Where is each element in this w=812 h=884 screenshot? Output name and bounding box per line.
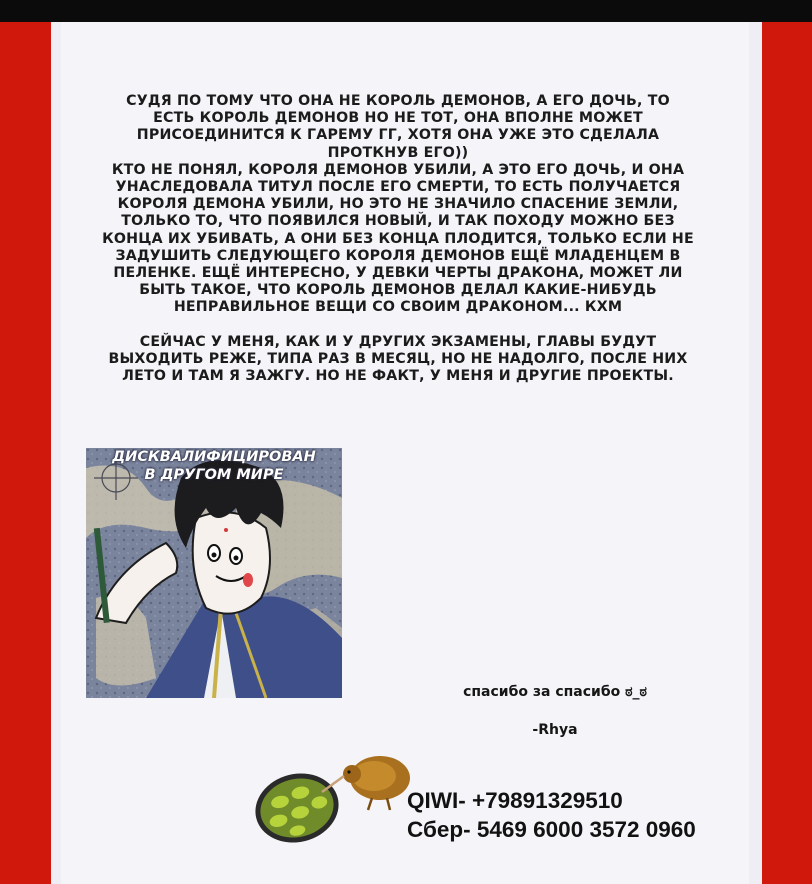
note-line: ЕСТЬ КОРОЛЬ ДЕМОНОВ НО НЕ ТОТ, ОНА ВПОЛНЕ МОЖЕТ xyxy=(153,110,643,127)
top-black-bar xyxy=(0,0,812,22)
signature: -Rhya xyxy=(532,722,578,738)
note-line: ТОЛЬКО ТО, ЧТО ПОЯВИЛСЯ НОВЫЙ, И ТАК ПОХОДУ МОЖНО БЕЗ xyxy=(121,213,675,230)
translator-note xyxy=(88,93,708,385)
note-line: УНАСЛЕДОВАЛА ТИТУЛ ПОСЛЕ ЕГО СМЕРТИ, ТО ЕСТЬ ПОЛУЧАЕТСЯ xyxy=(115,179,681,196)
note-line: НЕПРАВИЛЬНОЕ ВЕЩИ СО СВОИМ ДРАКОНОМ... КХМ xyxy=(173,299,623,316)
note-line: ПРОТКНУВ ЕГО)) xyxy=(327,144,469,161)
note-line: БЫТЬ ТАКОЕ, ЧТО КОРОЛЬ ДЕМОНОВ ДЕЛАЛ КАКИЕ-НИБУДЬ xyxy=(139,282,657,299)
note-line: ВЫХОДИТЬ РЕЖЕ, ТИПА РАЗ В МЕСЯЦ, НО НЕ НАДОЛГО, ПОСЛЕ НИХ xyxy=(108,350,688,367)
note-line: КОНЦА ИХ УБИВАТЬ, А ОНИ БЕЗ КОНЦА ПЛОДИТСЯ, ТОЛЬКО ЕСЛИ НЕ xyxy=(102,230,694,247)
note-line: СУДЯ ПО ТОМУ ЧТО ОНА НЕ КОРОЛЬ ДЕМОНОВ, А ЕГО ДОЧЬ, ТО xyxy=(126,93,670,109)
note-line: КТО НЕ ПОНЯЛ, КОРОЛЯ ДЕМОНОВ УБИЛИ, А ЭТО ЕГО ДОЧЬ, И ОНА xyxy=(111,161,685,178)
cover-title-line-2: В ДРУГОМ МИРЕ xyxy=(144,467,284,483)
note-line: ЗАДУШИТЬ СЛЕДУЮЩЕГО КОРОЛЯ ДЕМОНОВ ЕЩЁ МЛАДЕНЦЕМ В xyxy=(115,247,681,264)
note-line: ПРИСОЕДИНИТСЯ К ГАРЕМУ ГГ, ХОТЯ ОНА УЖЕ ЭТО СДЕЛАЛА xyxy=(136,127,660,144)
note-line: ЛЕТО И ТАМ Я ЗАЖГУ. НО НЕ ФАКТ, У МЕНЯ И ДРУГИЕ ПРОЕКТЫ. xyxy=(122,368,674,385)
manga-cover-image xyxy=(86,448,342,698)
thanks-text: спасибо за спасибо ಠ_ಠ xyxy=(463,684,647,700)
note-line: ПЕЛЕНКЕ. ЕЩЁ ИНТЕРЕСНО, У ДЕВКИ ЧЕРТЫ ДРАКОНА, МОЖЕТ ЛИ xyxy=(113,265,683,282)
cover-title xyxy=(86,448,342,484)
qiwi-payment-info: QIWI- +79891329510 xyxy=(407,788,623,813)
note-line: СЕЙЧАС У МЕНЯ, КАК И У ДРУГИХ ЭКЗАМЕНЫ, ГЛАВЫ БУДУТ xyxy=(139,333,657,350)
sber-payment-info: Сбер- 5469 6000 3572 0960 xyxy=(407,817,696,842)
note-line: КОРОЛЯ ДЕМОНА УБИЛИ, НО ЭТО НЕ ЗНАЧИЛО СПАСЕНИЕ ЗЕМЛИ, xyxy=(117,196,679,213)
cover-illustration xyxy=(86,448,342,698)
cover-title-line-1: ДИСКВАЛИФИЦИРОВАН xyxy=(112,449,316,465)
paragraph-gap xyxy=(88,317,708,334)
kiwi-bird-icon xyxy=(252,748,417,858)
